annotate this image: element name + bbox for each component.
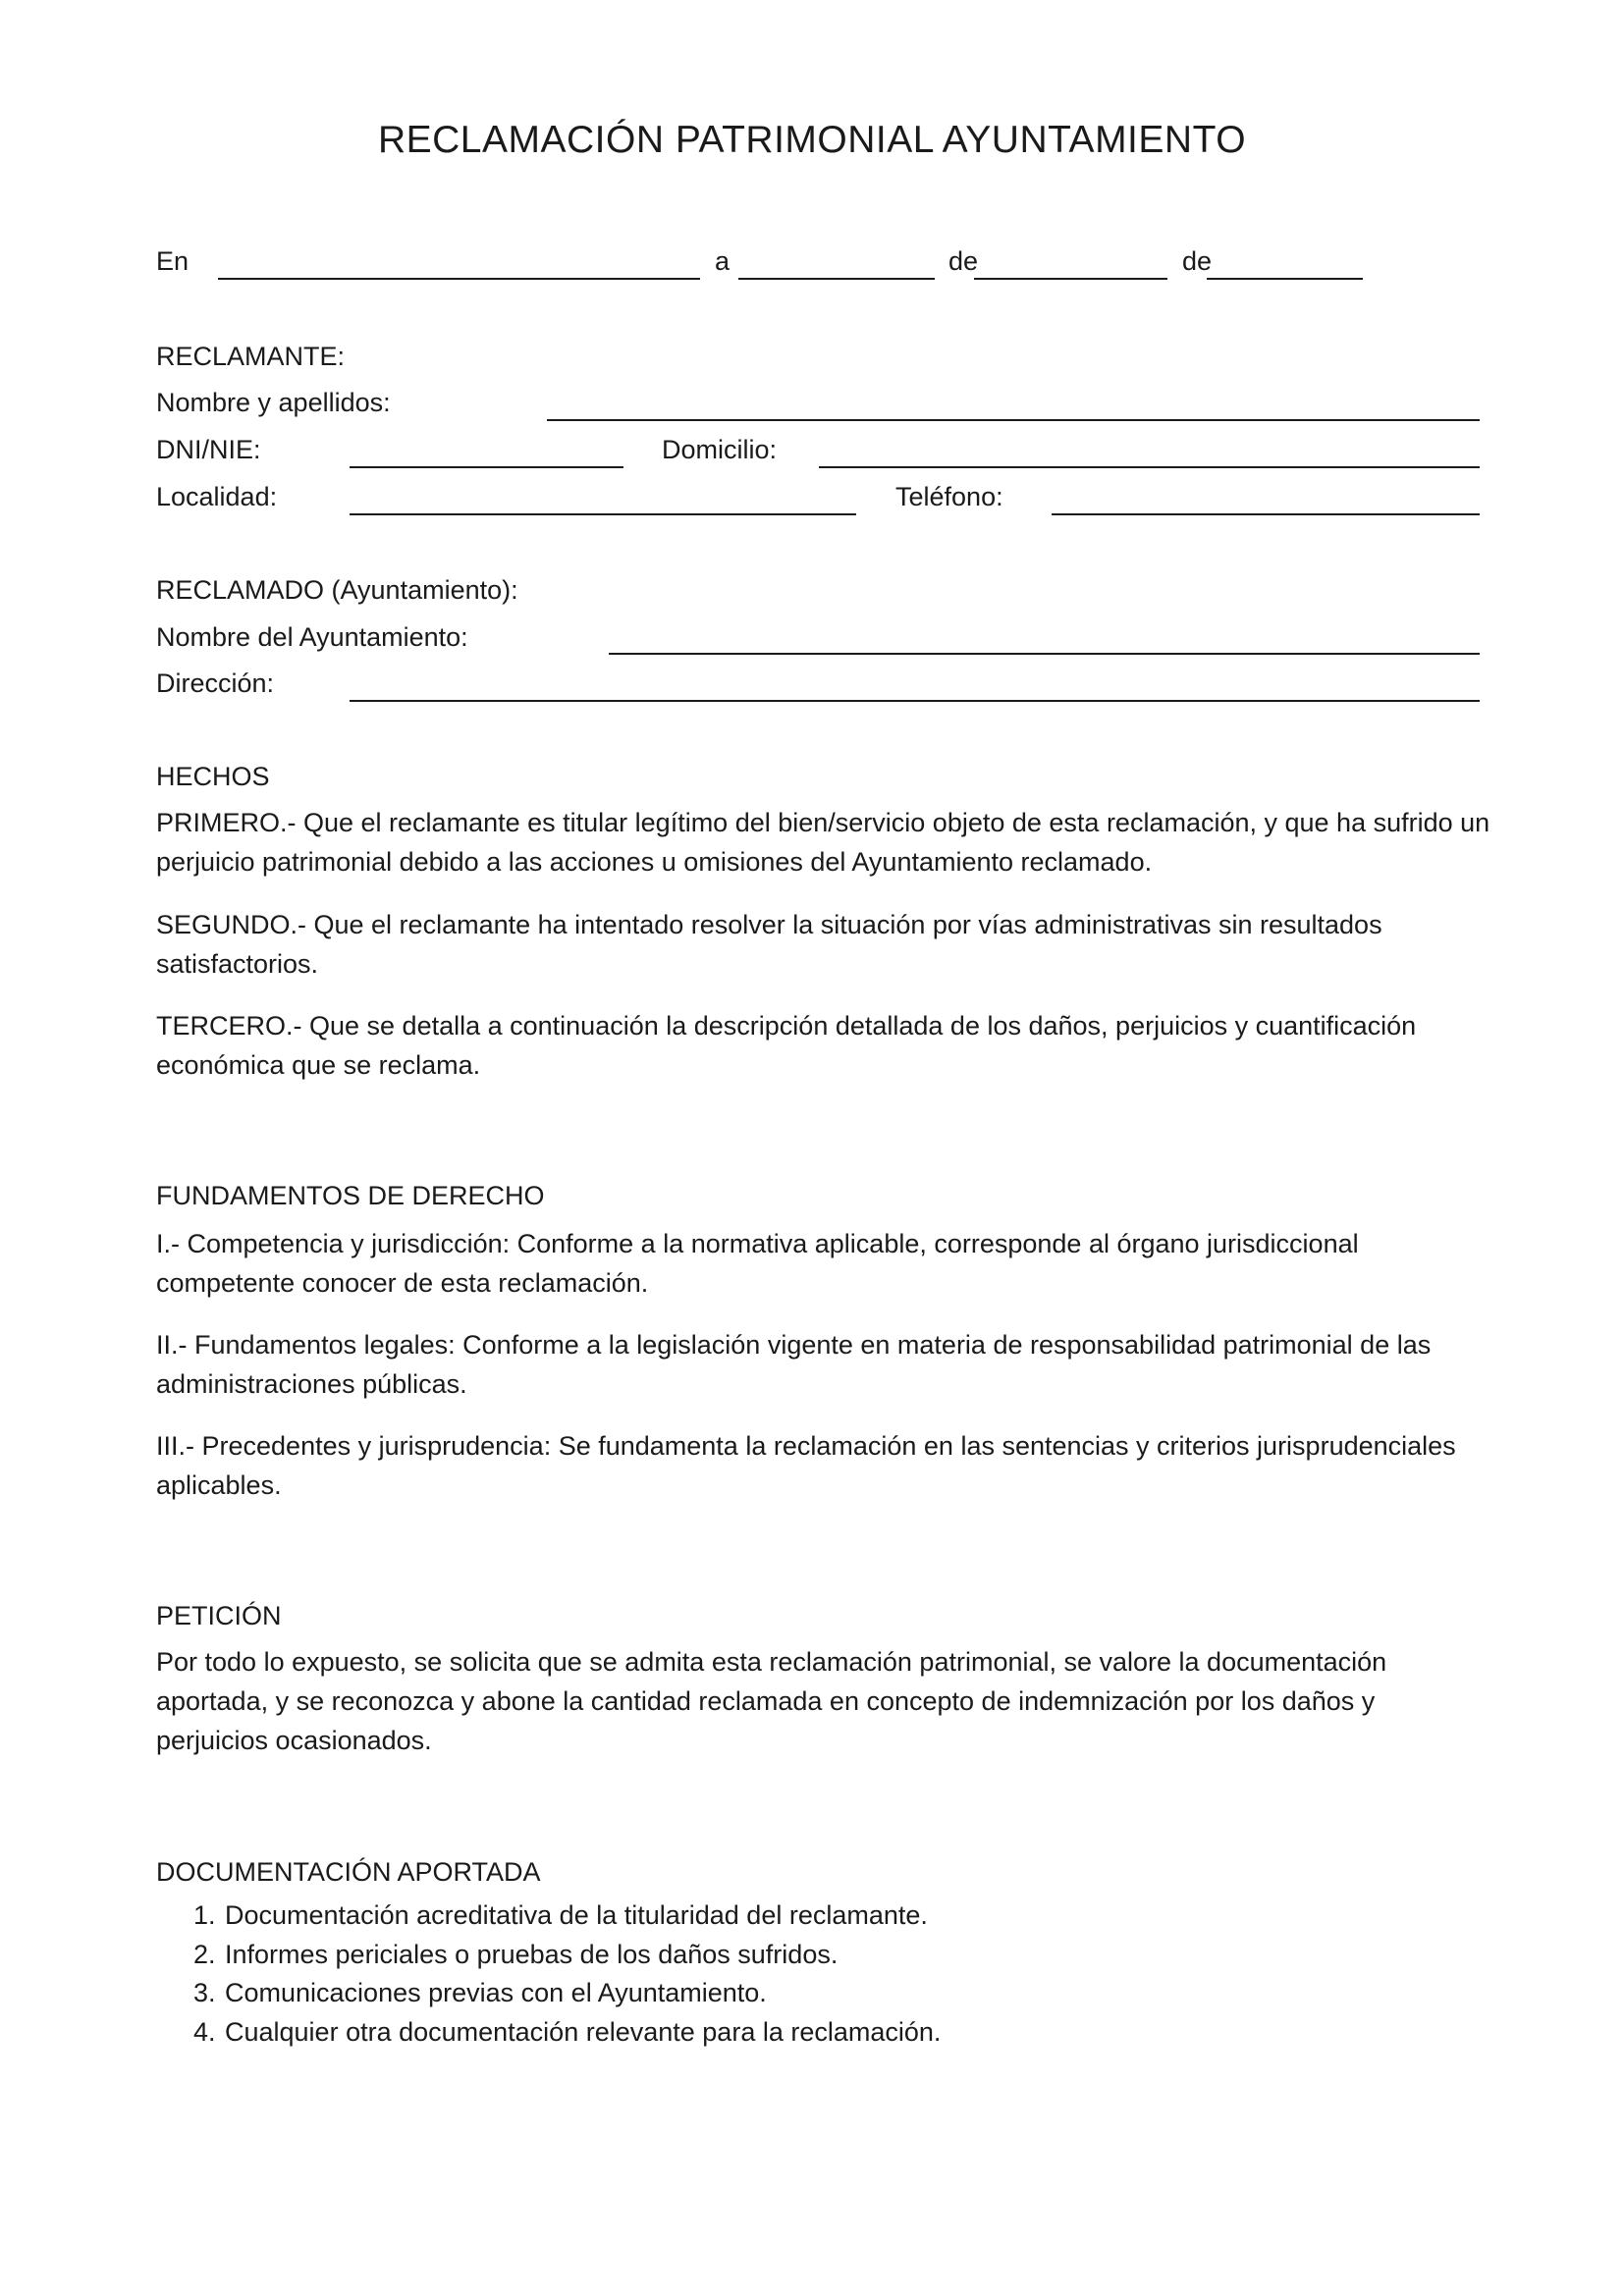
dni-nie-blank-line[interactable] — [350, 466, 623, 468]
month-blank-line[interactable] — [974, 278, 1167, 280]
hechos-segundo: SEGUNDO.- Que el reclamante ha intentado resolver la situación por vías administrativas sin resultados satisfactorios. — [156, 910, 1382, 979]
list-item-text: Informes periciales o pruebas de los daños sufridos. — [225, 1939, 839, 1969]
fundamento-i: I.- Competencia y jurisdicción: Conforme a la normativa aplicable, corresponde al órgano jurisdiccional competente conocer de esta reclamación. — [156, 1229, 1359, 1298]
place-blank-line[interactable] — [218, 278, 700, 280]
hechos-tercero: TERCERO.- Que se detalla a continuación la descripción detallada de los daños, perjuicios y cuantificación económica que se reclama. — [156, 1011, 1417, 1080]
domicilio-blank-line[interactable] — [819, 466, 1480, 468]
hechos-heading: HECHOS — [156, 762, 270, 791]
list-item-number: 2. — [193, 1939, 216, 1969]
fundamento-iii: III.- Precedentes y jurisprudencia: Se fundamenta la reclamación en las sentencias y criterios jurisprudenciales aplicables. — [156, 1431, 1456, 1500]
peticion-heading: PETICIÓN — [156, 1601, 282, 1630]
document-title: RECLAMACIÓN PATRIMONIAL AYUNTAMIENTO — [377, 119, 1247, 161]
documentacion-list — [156, 1896, 1433, 2052]
fundamento-ii: II.- Fundamentos legales: Conforme a la legislación vigente en materia de responsabilidad patrimonial de las administraciones públicas. — [156, 1330, 1432, 1399]
domicilio-label: Domicilio: — [662, 435, 778, 464]
date-a-label: a — [715, 246, 731, 276]
reclamado-heading: RECLAMADO (Ayuntamiento): — [156, 575, 518, 605]
nombre-apellidos-blank-line[interactable] — [547, 419, 1480, 421]
list-item — [156, 2013, 1433, 2053]
list-item-number: 1. — [193, 1900, 216, 1930]
list-item — [156, 1896, 1433, 1936]
list-item-text: Comunicaciones previas con el Ayuntamiento. — [225, 1978, 767, 2007]
list-item-number: 3. — [193, 1978, 216, 2007]
list-item-text: Documentación acreditativa de la titularidad del reclamante. — [225, 1900, 928, 1930]
hechos-primero: PRIMERO.- Que el reclamante es titular legítimo del bien/servicio objeto de esta reclamación, y que ha sufrido un perjuicio patrimonial debido a las acciones u omisiones del Ayuntamiento reclamado. — [156, 808, 1490, 877]
nombre-ayuntamiento-blank-line[interactable] — [609, 653, 1480, 655]
list-item — [156, 1974, 1433, 2013]
nombre-apellidos-label: Nombre y apellidos: — [156, 388, 391, 417]
peticion-text: Por todo lo expuesto, se solicita que se admita esta reclamación patrimonial, se valore la documentación aportada, y se reconozca y abone la cantidad reclamada en concepto de indemnización por los daños y perjuicios ocasionados. — [156, 1647, 1387, 1755]
dni-nie-label: DNI/NIE: — [156, 435, 261, 464]
year-blank-line[interactable] — [1207, 278, 1363, 280]
date-de-label-2: de — [1182, 246, 1213, 276]
direccion-label: Dirección: — [156, 668, 275, 698]
telefono-label: Teléfono: — [895, 482, 1003, 511]
reclamante-heading: RECLAMANTE: — [156, 342, 346, 371]
list-item — [156, 1936, 1433, 1975]
nombre-ayuntamiento-label: Nombre del Ayuntamiento: — [156, 622, 468, 652]
list-item-text: Cualquier otra documentación relevante para la reclamación. — [225, 2016, 942, 2047]
telefono-blank-line[interactable] — [1052, 513, 1480, 515]
list-item-number: 4. — [193, 2016, 216, 2047]
localidad-label: Localidad: — [156, 482, 278, 511]
date-de-label-1: de — [948, 246, 979, 276]
fundamentos-heading: FUNDAMENTOS DE DERECHO — [156, 1181, 545, 1210]
localidad-blank-line[interactable] — [350, 513, 856, 515]
date-en-label: En — [156, 246, 189, 276]
documentacion-heading: DOCUMENTACIÓN APORTADA — [156, 1857, 541, 1887]
direccion-blank-line[interactable] — [350, 700, 1480, 702]
day-blank-line[interactable] — [738, 278, 935, 280]
